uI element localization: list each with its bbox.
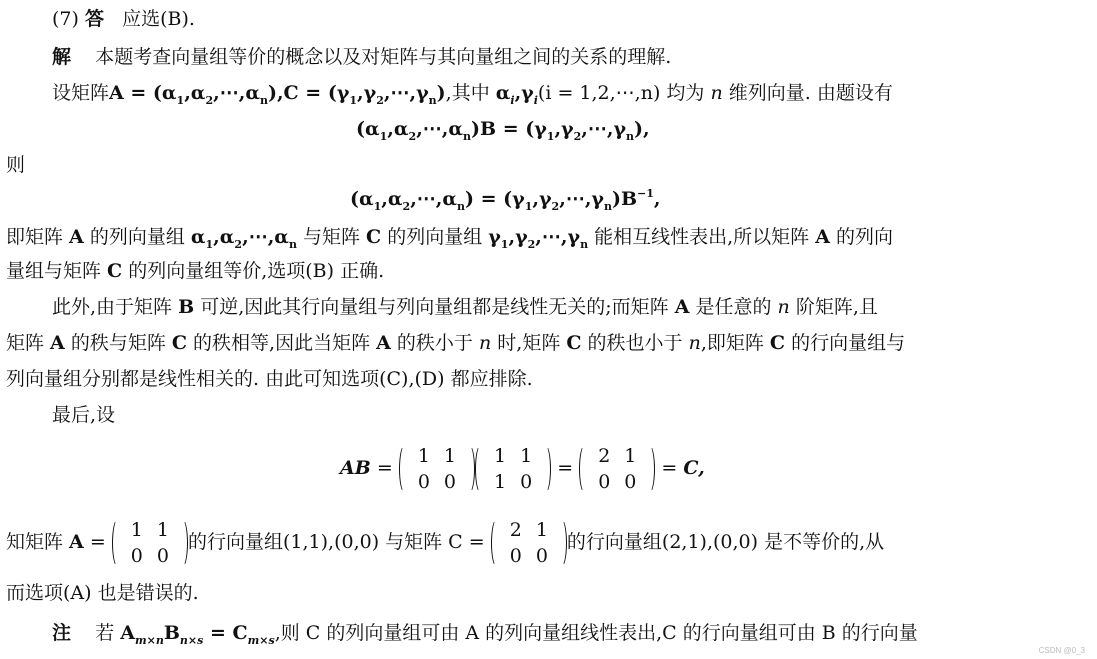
solution-text: 本题考查向量组等价的概念以及对矩阵与其向量组之间的关系的理解. <box>95 46 672 68</box>
solution-line <box>52 44 671 70</box>
example-lhs: AB <box>340 457 371 479</box>
setup-mid: 其中 <box>451 82 490 104</box>
answer-text: 应选(B). <box>122 8 195 30</box>
matrix-c: 2 1 0 0 <box>491 517 567 569</box>
note-pre: 若 <box>95 622 115 644</box>
para3-mid: 的行向量组(1,1),(0,0) 与矩阵 C = <box>187 531 485 553</box>
equation-2: $(\alpha_1,\alpha_2,\cdots,\alpha_n)$ = $(\gamma_1,\gamma_2,\cdots,\gamma_n)B^{-1}$, <box>350 187 661 213</box>
para3-line1: 知矩阵 A = 1 1 0 0 的行向量组(1,1),(0,0) 与矩阵 C = 2 1 0 0 的行向量组(2,1),(0,0) 是不等价的,从 <box>6 519 885 567</box>
para2-line2: 矩阵 A 的秩与矩阵 C 的秩相等,因此当矩阵 A 的秩小于 n 时,矩阵 C 的秩也小于 n,即矩阵 C 的行向量组与 <box>6 332 906 354</box>
matrix-2: 1 1 1 0 <box>475 443 551 495</box>
equation-1: $(\alpha_1,\alpha_2,\cdots,\alpha_n)B$ = $(\gamma_1,\gamma_2,\cdots,\gamma_n)$, <box>356 118 650 143</box>
solution-label: 解 <box>52 46 72 68</box>
setup-range: (i = 1,2,⋯,n) <box>537 82 661 104</box>
setup-a-def: $A = (\alpha_1,\alpha_2,\cdots,\alpha_n),C$ = $(\gamma_1,\gamma_2,\cdots,\gamma_n)$ <box>109 82 446 107</box>
setup-n: n <box>710 82 723 104</box>
note-label: 注 <box>52 622 72 644</box>
setup-line: 设矩阵$A = (\alpha_1,\alpha_2,\cdots,\alpha_n),C$ = $(\gamma_1,\gamma_2,\cdots,\gamma_n)$,其中 $\alpha_i,\gamma_i(i$ = 1,2,⋯,n) 均为 n 维列向量. 由题设有 <box>52 82 893 107</box>
answer-label: 答 <box>84 8 104 30</box>
para2-line3: 列向量组分别都是线性相关的. 由此可知选项(C),(D) 都应排除. <box>6 368 533 390</box>
finally-text: 最后,设 <box>52 404 116 426</box>
setup-vars: $\alpha_i,\gamma_i$ <box>495 82 538 107</box>
para1-line2: 量组与矩阵 C 的列向量组等价,选项(B) 正确. <box>6 260 385 282</box>
watermark: CSDN @0_3 <box>1038 646 1085 655</box>
matrix-a: 1 1 0 0 <box>112 517 188 569</box>
example-equation: AB = 1 1 0 0 1 1 1 0 = 2 1 0 0 = C, <box>340 445 705 493</box>
then-word: 则 <box>6 154 26 176</box>
answer-number: (7) <box>52 8 79 30</box>
setup-pre: 设矩阵 <box>52 82 110 104</box>
example-rhs: C, <box>683 457 705 479</box>
para3-line2: 而选项(A) 也是错误的. <box>6 582 199 604</box>
setup-post: 均为 <box>666 82 705 104</box>
note-post: ,则 C 的列向量组可由 A 的列向量组线性表出,C 的行向量组可由 B 的行向量 <box>274 622 918 644</box>
answer-line <box>52 6 195 32</box>
para3-post: 的行向量组(2,1),(0,0) 是不等价的,从 <box>566 531 885 553</box>
matrix-1: 1 1 0 0 <box>399 443 475 495</box>
matrix-3: 2 1 0 0 <box>579 443 655 495</box>
para2-line1: 此外,由于矩阵 B 可逆,因此其行向量组与列向量组都是线性无关的;而矩阵 A 是任意的 n 阶矩阵,且 <box>52 296 878 318</box>
para1-line1: 即矩阵 A 的列向量组 $\alpha_1,\alpha_2,\cdots,\alpha_n$ 与矩阵 C 的列向量组 $\gamma_1,\gamma_2,\cdots,\gamma_n$ 能相互线性表出,所以矩阵 A 的列向 <box>6 226 893 251</box>
setup-post2: 维列向量. 由题设有 <box>728 82 893 104</box>
note-line: 注 若 $A_{m\times n}B_{n\times s} = C_{m\times s}$,则 C 的列向量组可由 A 的列向量组线性表出,C 的行向量组可由 B 的行向量 <box>52 622 918 647</box>
